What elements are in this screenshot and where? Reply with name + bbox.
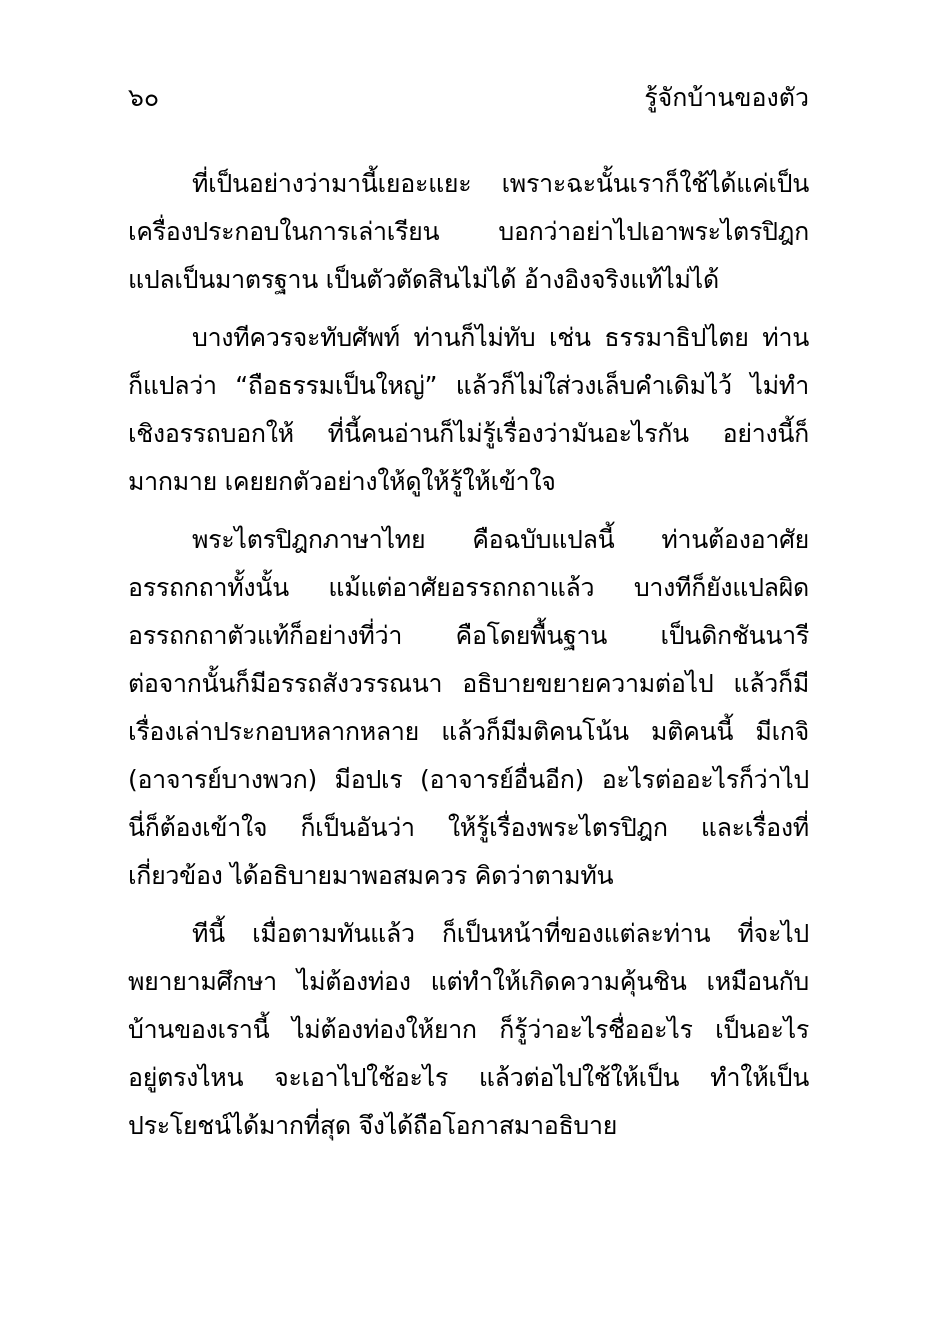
text-line: อยู่ตรงไหน จะเอาไปใช้อะไร แล้วต่อไปใช้ให้เป็น ทำให้เป็น — [128, 1063, 809, 1092]
text-line: เรื่องเล่าประกอบหลากหลาย แล้วก็มีมติคนโน้น มติคนนี้ มีเกจิ — [128, 717, 809, 746]
text-line: แปลเป็นมาตรฐาน เป็นตัวตัดสินไม่ได้ อ้างอิงจริงแท้ไม่ได้ — [128, 265, 719, 294]
running-head — [128, 78, 809, 122]
paragraph-4 — [128, 910, 809, 1150]
text-line: เกี่ยวข้อง ได้อธิบายมาพอสมควร คิดว่าตามทัน — [128, 861, 614, 890]
text-line: มากมาย เคยยกตัวอย่างให้ดูให้รู้ให้เข้าใจ — [128, 467, 556, 496]
text-line: ทีนี้ เมื่อตามทันแล้ว ก็เป็นหน้าที่ของแต่ละท่าน ที่จะไป — [192, 919, 809, 948]
text-line: ที่เป็นอย่างว่ามานี้เยอะแยะ เพราะฉะนั้นเราก็ใช้ได้แค่เป็น — [192, 169, 809, 198]
text-line: อรรถกถาทั้งนั้น แม้แต่อาศัยอรรถกถาแล้ว บางทีก็ยังแปลผิด — [128, 573, 809, 602]
text-line: เชิงอรรถบอกให้ ที่นี้คนอ่านก็ไม่รู้เรื่องว่ามันอะไรกัน อย่างนี้ก็ — [128, 419, 809, 448]
paragraph-2 — [128, 314, 809, 506]
text-line: บ้านของเรานี้ ไม่ต้องท่องให้ยาก ก็รู้ว่าอะไรชื่ออะไร เป็นอะไร — [128, 1015, 809, 1044]
text-line: นี่ก็ต้องเข้าใจ ก็เป็นอันว่า ให้รู้เรื่องพระไตรปิฎก และเรื่องที่ — [128, 813, 809, 842]
text-line: บางทีควรจะทับศัพท์ ท่านก็ไม่ทับ เช่น ธรรมาธิปไตย ท่าน — [192, 323, 809, 352]
text-line: เครื่องประกอบในการเล่าเรียน บอกว่าอย่าไปเอาพระไตรปิฎก — [128, 217, 809, 246]
body-text — [128, 160, 809, 1150]
text-line: ก็แปลว่า “ถือธรรมเป็นใหญ่” แล้วก็ไม่ใส่วงเล็บคำเดิมไว้ ไม่ทำ — [128, 371, 809, 400]
page-number: ๖๐ — [128, 83, 160, 112]
text-line: ประโยชน์ได้มากที่สุด จึงได้ถือโอกาสมาอธิบาย — [128, 1111, 618, 1140]
paragraph-1 — [128, 160, 809, 304]
text-line: พยายามศึกษา ไม่ต้องท่อง แต่ทำให้เกิดความคุ้นชิน เหมือนกับ — [128, 967, 809, 996]
text-line: (อาจารย์บางพวก) มีอปเร (อาจารย์อื่นอีก) อะไรต่ออะไรก็ว่าไป — [128, 765, 809, 794]
text-line: อรรถกถาตัวแท้ก็อย่างที่ว่า คือโดยพื้นฐาน เป็นดิกชันนารี — [128, 621, 809, 650]
text-line: ต่อจากนั้นก็มีอรรถสังวรรณนา อธิบายขยายความต่อไป แล้วก็มี — [128, 669, 809, 698]
running-title: รู้จักบ้านของตัว — [644, 83, 809, 112]
text-line: พระไตรปิฎกภาษาไทย คือฉบับแปลนี้ ท่านต้องอาศัย — [192, 525, 809, 554]
paragraph-3 — [128, 516, 809, 900]
